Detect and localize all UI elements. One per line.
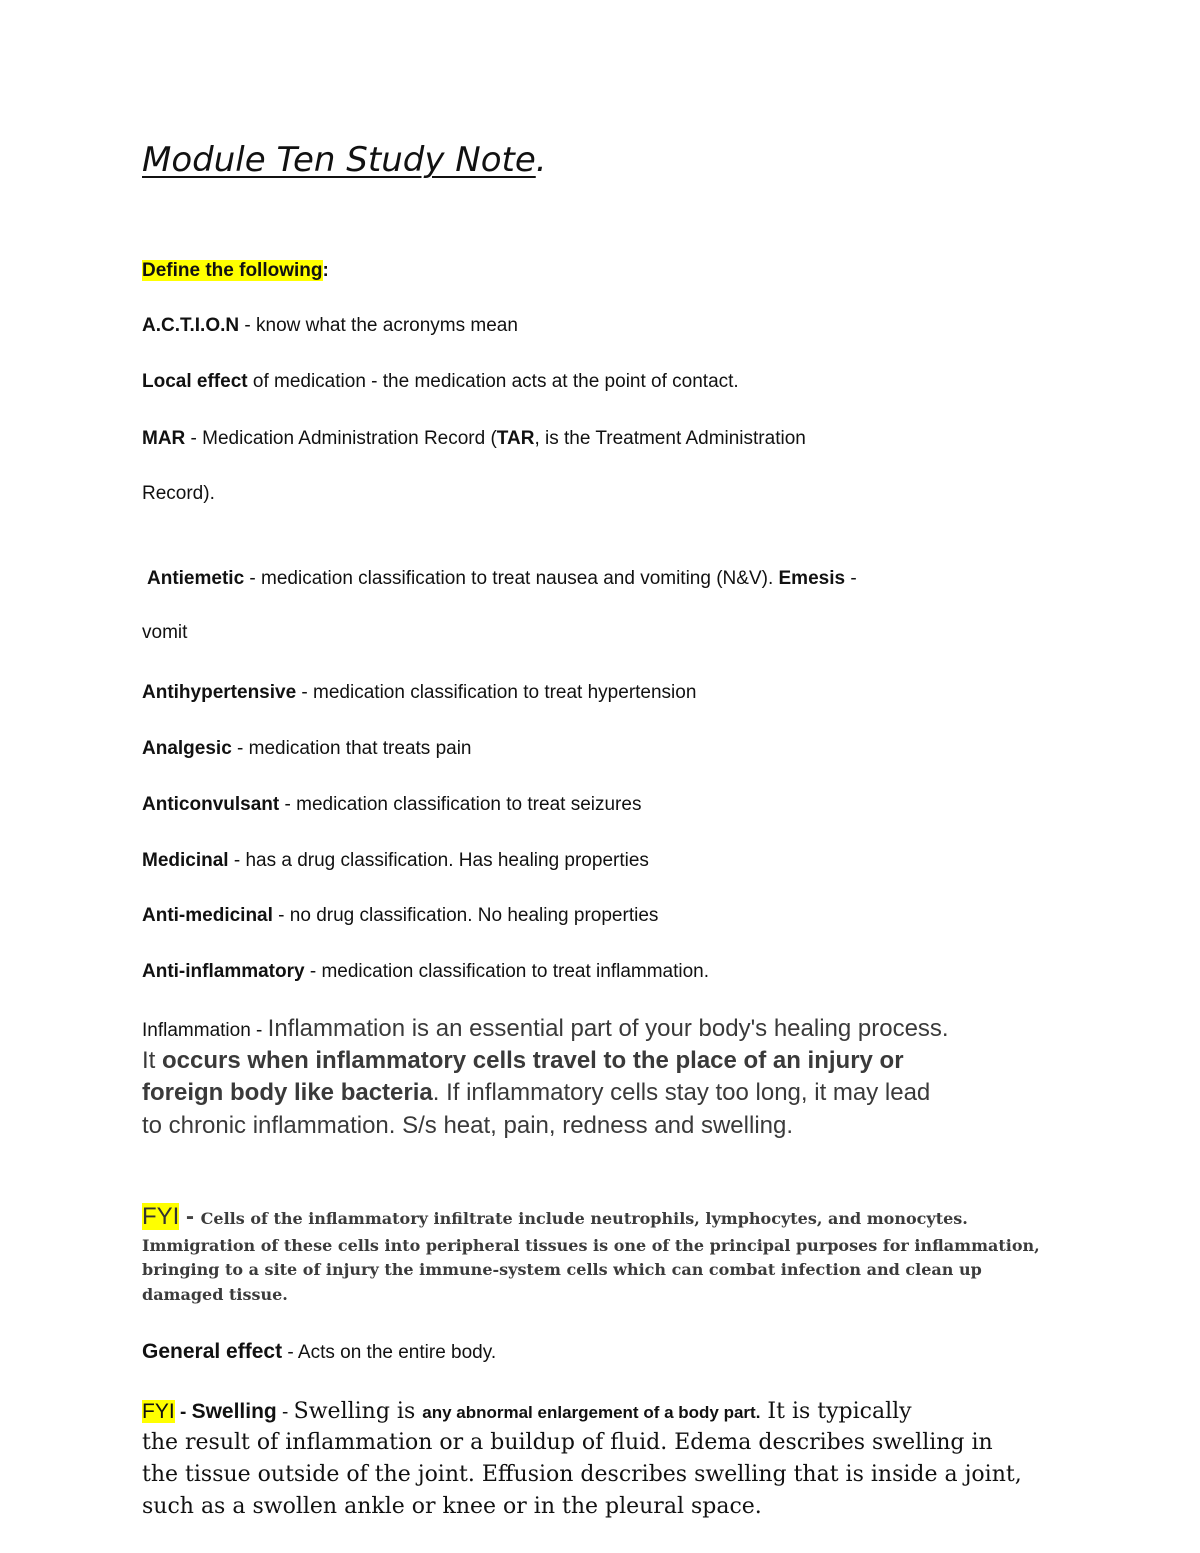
definition-medicinal: Medicinal - has a drug classification. Has healing properties [142,850,649,871]
definition-mar-continued: Record). [142,483,215,504]
highlighted-heading: Define the following [142,260,323,281]
definition-general-effect: General effect - Acts on the entire body. [142,1340,497,1363]
definition-antihypertensive: Antihypertensive - medication classification to treat hypertension [142,682,697,703]
definition-analgesic: Analgesic - medication that treats pain [142,738,472,759]
definition-anti-inflammatory: Anti-inflammatory - medication classification to treat inflammation. [142,961,710,982]
page-title: Module Ten Study Note. [142,140,547,180]
fyi-label: FYI [142,1400,175,1423]
definition-local-effect: Local effect of medication - the medication acts at the point of contact. [142,371,739,392]
fyi-label: FYI [142,1203,180,1230]
definition-antiemetic: Antiemetic - medication classification to treat nausea and vomiting (N&V). Emesis - [147,568,857,589]
definition-antiemetic-continued: vomit [142,622,188,643]
definition-anti-medicinal: Anti-medicinal - no drug classification. No healing properties [142,905,659,926]
section-heading: Define the following: [142,260,329,281]
definition-anticonvulsant: Anticonvulsant - medication classification to treat seizures [142,794,642,815]
definition-action: A.C.T.I.O.N - know what the acronyms mean [142,315,518,336]
definition-mar: MAR - Medication Administration Record (TAR, is the Treatment Administration [142,428,806,449]
